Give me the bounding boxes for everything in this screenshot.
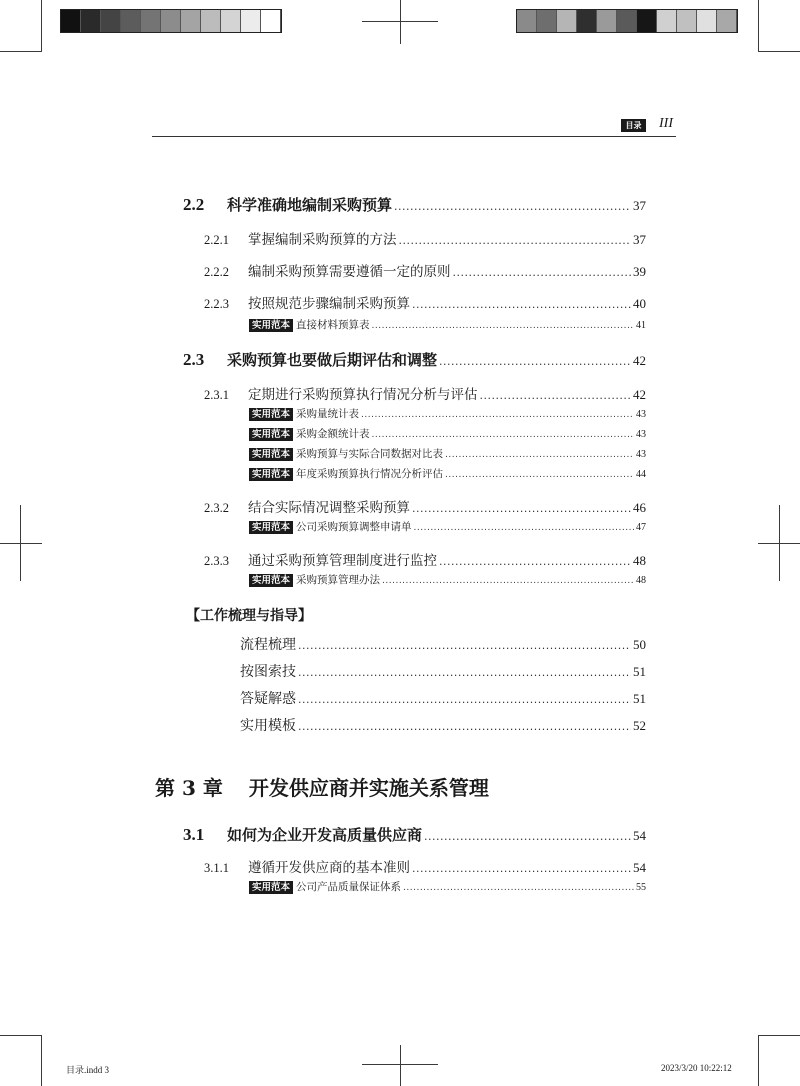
toc-subsection[interactable] bbox=[204, 383, 646, 403]
subsection-number: 2.3.1 bbox=[204, 388, 229, 402]
dot-leader bbox=[298, 693, 631, 706]
footer-timestamp: 2023/3/20 10:22:12 bbox=[661, 1063, 732, 1073]
toc-example[interactable] bbox=[249, 879, 646, 894]
color-swatch bbox=[121, 10, 141, 32]
color-swatch bbox=[717, 10, 737, 32]
guide-title: 答疑解惑 bbox=[240, 691, 296, 707]
page-number: 44 bbox=[636, 469, 646, 480]
color-swatch bbox=[657, 10, 677, 32]
dot-leader bbox=[372, 321, 634, 331]
example-badge: 实用范本 bbox=[249, 574, 293, 587]
example-badge: 实用范本 bbox=[249, 319, 293, 332]
section-number: 2.3 bbox=[183, 350, 205, 369]
subsection-title: 编制采购预算需要遵循一定的原则 bbox=[248, 264, 451, 280]
dot-leader bbox=[412, 298, 631, 311]
dot-leader bbox=[394, 200, 631, 213]
color-swatch bbox=[537, 10, 557, 32]
page-number: 39 bbox=[633, 264, 646, 279]
subsection-title: 掌握编制采购预算的方法 bbox=[248, 232, 397, 248]
toc-section[interactable] bbox=[183, 194, 646, 215]
dot-leader bbox=[412, 502, 631, 515]
subsection-number: 2.3.3 bbox=[204, 554, 229, 568]
header-rule bbox=[152, 136, 676, 137]
subsection-title: 通过采购预算管理制度进行监控 bbox=[248, 553, 437, 569]
toc-example[interactable] bbox=[249, 466, 646, 481]
page-number: 37 bbox=[633, 232, 646, 247]
subsection-number: 2.2.1 bbox=[204, 233, 229, 247]
example-badge: 实用范本 bbox=[249, 521, 293, 534]
toc-example[interactable] bbox=[249, 519, 646, 534]
toc-guide-item[interactable] bbox=[240, 715, 646, 735]
example-badge: 实用范本 bbox=[249, 468, 293, 481]
subsection-number: 2.2.3 bbox=[204, 297, 229, 311]
example-title: 采购预算管理办法 bbox=[296, 574, 381, 586]
color-swatch bbox=[261, 10, 281, 32]
section-title: 采购预算也要做后期评估和调整 bbox=[227, 351, 438, 369]
toc-subsection[interactable] bbox=[204, 228, 646, 248]
example-title: 采购金额统计表 bbox=[296, 428, 370, 440]
subsection-number: 2.2.2 bbox=[204, 265, 229, 279]
chapter-title: 开发供应商并实施关系管理 bbox=[248, 776, 489, 800]
color-swatch bbox=[61, 10, 81, 32]
page-number: 43 bbox=[636, 429, 646, 440]
page-number: 41 bbox=[636, 320, 646, 331]
subsection-title: 遵循开发供应商的基本准则 bbox=[248, 860, 410, 876]
dot-leader bbox=[382, 576, 634, 586]
page-number: 43 bbox=[636, 409, 646, 420]
dot-leader bbox=[480, 389, 632, 402]
dot-leader bbox=[298, 720, 631, 733]
page-number: 52 bbox=[633, 718, 646, 733]
guide-heading: 【工作梳理与指导】 bbox=[186, 608, 312, 624]
calibration-bar-right bbox=[516, 9, 738, 33]
page-number: 48 bbox=[636, 575, 646, 586]
dot-leader bbox=[414, 523, 634, 533]
dot-leader bbox=[361, 410, 634, 420]
toc-example[interactable] bbox=[249, 426, 646, 441]
dot-leader bbox=[424, 830, 631, 843]
color-swatch bbox=[201, 10, 221, 32]
subsection-number: 2.3.2 bbox=[204, 501, 229, 515]
dot-leader bbox=[453, 266, 632, 279]
page-number: 54 bbox=[633, 828, 646, 843]
example-title: 公司采购预算调整申请单 bbox=[296, 521, 412, 533]
example-title: 采购量统计表 bbox=[296, 408, 360, 420]
color-swatch bbox=[81, 10, 101, 32]
page-number: 55 bbox=[636, 882, 646, 893]
example-title: 采购预算与实际合同数据对比表 bbox=[296, 448, 444, 460]
footer-file-name: 目录.indd 3 bbox=[66, 1065, 110, 1075]
example-badge: 实用范本 bbox=[249, 428, 293, 441]
color-swatch bbox=[241, 10, 261, 32]
dot-leader bbox=[412, 862, 631, 875]
toc-example[interactable] bbox=[249, 406, 646, 421]
toc-subsection[interactable] bbox=[204, 496, 646, 516]
color-swatch bbox=[141, 10, 161, 32]
page-number: 42 bbox=[633, 353, 646, 368]
section-number: 2.2 bbox=[183, 195, 205, 214]
toc-section[interactable] bbox=[183, 824, 646, 845]
toc-example[interactable] bbox=[249, 572, 646, 587]
toc-example[interactable] bbox=[249, 446, 646, 461]
section-number: 3.1 bbox=[183, 825, 205, 844]
page-number: 50 bbox=[633, 637, 646, 652]
chapter-heading[interactable] bbox=[155, 772, 489, 801]
color-swatch bbox=[181, 10, 201, 32]
guide-title: 按图索技 bbox=[240, 664, 296, 680]
color-swatch bbox=[597, 10, 617, 32]
color-swatch bbox=[221, 10, 241, 32]
example-title: 直接材料预算表 bbox=[296, 319, 370, 331]
dot-leader bbox=[445, 450, 634, 460]
example-title: 公司产品质量保证体系 bbox=[296, 881, 402, 893]
toc-subsection[interactable] bbox=[204, 549, 646, 569]
page-number: 40 bbox=[633, 296, 646, 311]
toc-guide-item[interactable] bbox=[240, 661, 646, 681]
dot-leader bbox=[372, 430, 634, 440]
chapter-label: 第 3 章 bbox=[155, 776, 223, 800]
section-title: 如何为企业开发高质量供应商 bbox=[227, 826, 423, 844]
header-badge: 目录 bbox=[621, 119, 646, 132]
page-number: 43 bbox=[636, 449, 646, 460]
color-swatch bbox=[617, 10, 637, 32]
guide-title: 实用模板 bbox=[240, 718, 296, 734]
toc-subsection[interactable] bbox=[204, 292, 646, 312]
page-number: 51 bbox=[633, 691, 646, 706]
page-number: 48 bbox=[633, 553, 646, 568]
color-swatch bbox=[517, 10, 537, 32]
page-number: 54 bbox=[633, 860, 646, 875]
dot-leader bbox=[298, 639, 631, 652]
subsection-title: 定期进行采购预算执行情况分析与评估 bbox=[248, 387, 478, 403]
color-swatch bbox=[697, 10, 717, 32]
page-number: 46 bbox=[633, 500, 646, 515]
color-swatch bbox=[101, 10, 121, 32]
page-number: 37 bbox=[633, 198, 646, 213]
calibration-bar-left bbox=[60, 9, 282, 33]
dot-leader bbox=[439, 555, 631, 568]
dot-leader bbox=[298, 666, 631, 679]
color-swatch bbox=[637, 10, 657, 32]
toc-guide-item[interactable] bbox=[240, 688, 646, 708]
page-number: 47 bbox=[636, 522, 646, 533]
toc-subsection[interactable] bbox=[204, 856, 646, 876]
color-swatch bbox=[557, 10, 577, 32]
subsection-title: 结合实际情况调整采购预算 bbox=[248, 500, 410, 516]
color-swatch bbox=[577, 10, 597, 32]
dot-leader bbox=[403, 883, 634, 893]
example-badge: 实用范本 bbox=[249, 408, 293, 421]
toc-example[interactable] bbox=[249, 317, 646, 332]
subsection-number: 3.1.1 bbox=[204, 861, 229, 875]
toc-guide-item[interactable] bbox=[240, 634, 646, 654]
dot-leader bbox=[439, 355, 631, 368]
toc-section[interactable] bbox=[183, 349, 646, 370]
dot-leader bbox=[399, 234, 632, 247]
color-swatch bbox=[161, 10, 181, 32]
dot-leader bbox=[445, 470, 634, 480]
header-page-number: III bbox=[659, 116, 673, 131]
toc-subsection[interactable] bbox=[204, 260, 646, 280]
example-badge: 实用范本 bbox=[249, 448, 293, 461]
color-swatch bbox=[677, 10, 697, 32]
example-badge: 实用范本 bbox=[249, 881, 293, 894]
page-number: 42 bbox=[633, 387, 646, 402]
guide-title: 流程梳理 bbox=[240, 637, 296, 653]
section-title: 科学准确地编制采购预算 bbox=[227, 196, 393, 214]
page-number: 51 bbox=[633, 664, 646, 679]
example-title: 年度采购预算执行情况分析评估 bbox=[296, 468, 444, 480]
subsection-title: 按照规范步骤编制采购预算 bbox=[248, 296, 410, 312]
